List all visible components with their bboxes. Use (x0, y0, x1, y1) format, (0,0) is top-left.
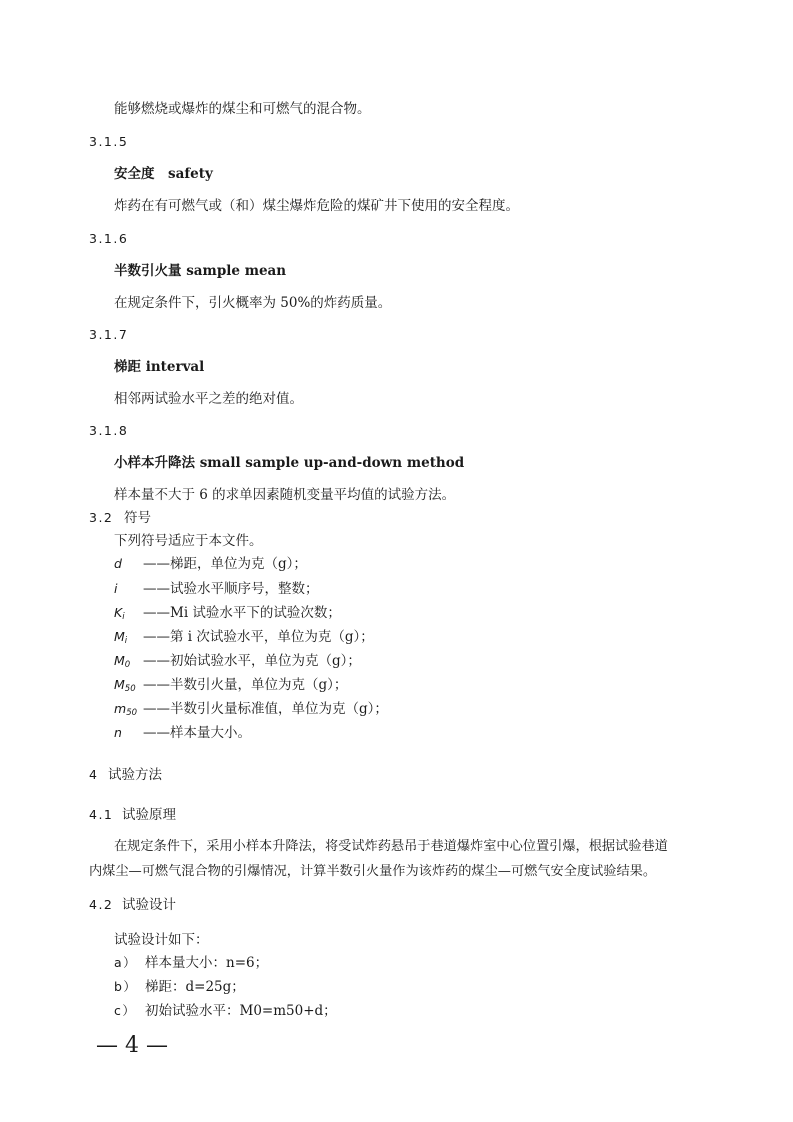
symbol-description: ——样本量大小。 (143, 725, 251, 741)
term-title: 安全度 safety (114, 166, 213, 182)
definition-text: 炸药在有可燃气或（和）煤尘爆炸危险的煤矿井下使用的安全程度。 (114, 198, 519, 214)
list-label: a） (114, 955, 138, 970)
section-title: 试验设计 (122, 897, 176, 913)
symbol: i (114, 581, 118, 596)
section-title: 试验原理 (122, 807, 176, 823)
clause-number: 3.1.7 (89, 327, 129, 342)
page-number: — 4 — (96, 1033, 168, 1058)
symbol: n (114, 725, 122, 740)
symbol: d (114, 556, 122, 571)
list-item: 初始试验水平：M0=m50+d； (145, 1003, 337, 1019)
paragraph-line: 内煤尘—可燃气混合物的引爆情况，计算半数引火量作为该炸药的煤尘—可燃气安全度试验结果。 (89, 864, 657, 879)
list-item: 梯距：d=25g； (145, 979, 245, 995)
term-title: 小样本升降法 small sample up-and-down method (114, 455, 465, 471)
symbols-intro: 下列符号适应于本文件。 (114, 533, 263, 549)
symbol-description: ——梯距，单位为克（g）； (143, 556, 307, 572)
section-number: 3.2 (89, 510, 114, 525)
paragraph-line: 在规定条件下，采用小样本升降法，将受试炸药悬吊于巷道爆炸室中心位置引爆，根据试验巷道 (114, 839, 668, 854)
symbol-description: ——Mi 试验水平下的试验次数； (143, 605, 341, 621)
clause-number: 3.1.8 (89, 423, 129, 438)
term-title: 梯距 interval (114, 359, 205, 375)
section-title: 试验方法 (108, 767, 162, 783)
section-number: 4.2 (89, 897, 114, 912)
term-title: 半数引火量 sample mean (114, 263, 287, 279)
list-item: 样本量大小：n=6； (145, 955, 269, 971)
section-title: 符号 (124, 510, 151, 526)
section-number: 4.1 (89, 807, 114, 822)
definition-text: 能够燃烧或爆炸的煤尘和可燃气的混合物。 (114, 101, 371, 117)
definition-text: 在规定条件下，引火概率为 50%的炸药质量。 (114, 295, 392, 311)
definition-text: 样本量不大于 6 的求单因素随机变量平均值的试验方法。 (114, 487, 456, 503)
list-label: b） (114, 979, 138, 994)
list-label: c） (114, 1003, 137, 1018)
list-intro: 试验设计如下： (114, 932, 209, 948)
symbol: $M_i$ (114, 629, 128, 646)
symbol: $M_0$ (114, 653, 131, 670)
symbol: $M_{50}$ (114, 677, 136, 694)
clause-number: 3.1.6 (89, 231, 129, 246)
clause-number: 3.1.5 (89, 134, 129, 149)
section-number: 4 (89, 767, 99, 782)
symbol-description: ——第 i 次试验水平，单位为克（g）； (143, 629, 374, 645)
definition-text: 相邻两试验水平之差的绝对值。 (114, 391, 303, 407)
symbol: $m_{50}$ (114, 701, 138, 718)
symbol-description: ——半数引火量，单位为克（g）； (143, 677, 348, 693)
symbol-description: ——试验水平顺序号，整数； (143, 581, 319, 597)
symbol-description: ——初始试验水平，单位为克（g）； (143, 653, 361, 669)
symbol: $K_i$ (114, 605, 125, 622)
symbol-description: ——半数引火量标准值，单位为克（g）； (143, 701, 388, 717)
